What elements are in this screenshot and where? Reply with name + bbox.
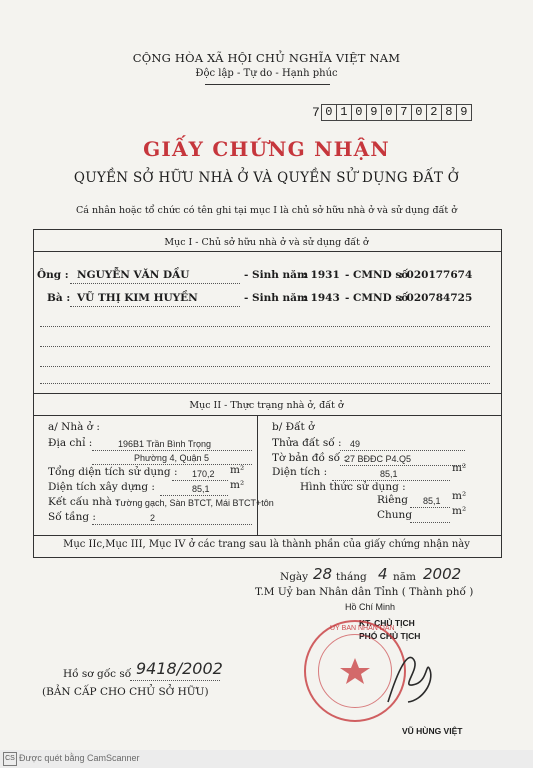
usage-label: Hình thức sử dụng : (300, 481, 406, 493)
owner2-prefix: Bà : (47, 292, 71, 304)
owner1-birth-label: - Sinh năm (244, 269, 309, 281)
private-unit: m² (452, 490, 467, 502)
owner1-birth-year: : 1931 (303, 269, 340, 281)
serial-digit: 2 (426, 104, 441, 121)
house-heading: a/ Nhà ở : (48, 421, 100, 433)
total-area-value: 170,2 (192, 469, 215, 479)
vice-title: PHÓ CHỦ TỊCH (359, 631, 421, 641)
signer-name: VŨ HÙNG VIỆT (402, 726, 463, 736)
structure-value: Tường gạch, Sàn BTCT, Mái BTCT+tôn (115, 498, 274, 508)
land-area-value: 85,1 (380, 469, 398, 479)
address-dots (92, 464, 252, 465)
private-dots (410, 507, 450, 508)
motto-underline (205, 84, 330, 85)
build-area-label: Diện tích xây dựng : (48, 481, 155, 493)
certificate-subtitle: QUYỀN SỞ HỮU NHÀ Ở VÀ QUYỀN SỬ DỤNG ĐẤT Ở (73, 170, 460, 186)
total-area-unit: m² (230, 464, 245, 476)
owner2-name: VŨ THỊ KIM HUYỀN (77, 292, 198, 304)
owner2-birth-year: : 1943 (303, 292, 340, 304)
land-area-unit: m² (452, 462, 467, 474)
section2-rule (33, 415, 502, 416)
map-value: 27 BĐĐC P4.Q5 (345, 454, 412, 464)
owner1-name: NGUYỄN VĂN DẦU (77, 269, 190, 281)
date-day: 28 (313, 565, 333, 583)
serial-digit: 9 (456, 104, 472, 121)
plot-label: Thửa đất số : (272, 437, 342, 449)
serial-digit: 8 (441, 104, 456, 121)
serial-digit: 0 (351, 104, 366, 121)
serial-digit: 0 (381, 104, 396, 121)
map-label: Tờ bản đồ số : (272, 452, 347, 464)
serial-digit: 1 (336, 104, 351, 121)
city: Hồ Chí Minh (345, 602, 396, 612)
serial-digit: 0 (321, 104, 336, 121)
section2-heading: Mục II - Thực trạng nhà ở, đất ở (189, 400, 344, 411)
house-address-line1: 196B1 Trần Bình Trọng (118, 439, 212, 449)
serial-number (312, 104, 472, 121)
owner1-id-label: - CMND số (345, 269, 409, 281)
section1-rule (33, 251, 502, 252)
structure-label: Kết cấu nhà : (48, 496, 119, 508)
owner2-id-label: - CMND số (345, 292, 409, 304)
floors-value: 2 (150, 513, 156, 523)
blank-line (40, 366, 490, 367)
date-month: 4 (378, 565, 388, 583)
total-area-dots (172, 480, 228, 481)
serial-digit: 7 (396, 104, 411, 121)
stamp-ring-text: UỶ BAN NHÂN DÂN (330, 625, 395, 632)
floors-label: Số tầng : (48, 511, 96, 523)
original-record-label: Hồ sơ gốc số (63, 668, 132, 680)
floors-dots (92, 524, 252, 525)
continuation-note: Mục IIc,Mục III, Mục IV ở các trang sau là thành phần của giấy chứng nhận này (63, 539, 470, 550)
date-year: 2002 (423, 565, 462, 583)
build-area-value: 85,1 (192, 484, 210, 494)
signature (368, 640, 448, 710)
certificate-title: GIẤY CHỨNG NHẬN (143, 137, 390, 161)
authority: T.M Uỷ ban Nhân dân Tỉnh ( Thành phố ) (255, 586, 474, 598)
house-address-line2: Phường 4, Quận 5 (134, 453, 209, 463)
owner2-birth-label: - Sinh năm (244, 292, 309, 304)
shared-dots (410, 522, 450, 523)
blank-line (40, 326, 490, 327)
date-year-label: năm (393, 571, 416, 583)
plot-dots (340, 450, 465, 451)
shared-label: Chung (377, 509, 413, 521)
land-heading: b/ Đất ở (272, 421, 315, 433)
republic-heading: CỘNG HÒA XÃ HỘI CHỦ NGHĨA VIỆT NAM (132, 51, 401, 65)
address-dots (92, 450, 252, 451)
blank-line (40, 346, 490, 347)
date-month-label: tháng (336, 571, 367, 583)
scanner-watermark: Được quét bằng CamScanner (19, 753, 140, 763)
section2-top-rule (33, 393, 502, 394)
land-area-label: Diện tích : (272, 466, 328, 478)
owner1-id-number: : 020177674 (399, 269, 473, 281)
map-dots (340, 465, 465, 466)
serial-digit: 0 (411, 104, 426, 121)
date-prefix: Ngày (280, 571, 309, 583)
section2-divider (257, 415, 258, 535)
serial-prefix: 7 (312, 105, 320, 120)
owner1-prefix: Ông : (37, 269, 69, 281)
issued-to-owner: (BẢN CẤP CHO CHỦ SỞ HỮU) (42, 686, 209, 698)
total-area-label: Tổng diện tích sử dụng : (48, 466, 178, 478)
build-area-unit: m² (230, 479, 245, 491)
build-area-dots (160, 495, 228, 496)
serial-digit: 9 (366, 104, 381, 121)
owner2-id-number: : 020784725 (399, 292, 473, 304)
original-record-number: 9418/2002 (136, 659, 223, 678)
section1-heading: Mục I - Chủ sở hữu nhà ở và sử dụng đất ở (164, 237, 369, 248)
certificate-intro: Cá nhân hoặc tổ chức có tên ghi tại mục I là chủ sở hữu nhà ở và sử dụng đất ở (76, 205, 457, 216)
kt-title: KT. CHỦ TỊCH (359, 618, 415, 628)
plot-value: 49 (350, 439, 361, 449)
blank-line (40, 383, 490, 384)
camscanner-icon: CS (3, 752, 17, 766)
owner2-dots (70, 306, 240, 307)
house-address-label: Địa chỉ : (48, 437, 93, 449)
note-rule (33, 535, 502, 536)
shared-unit: m² (452, 505, 467, 517)
original-record-dots (130, 680, 220, 681)
private-value: 85,1 (423, 496, 441, 506)
private-label: Riêng (377, 494, 408, 506)
owner1-dots (70, 283, 240, 284)
national-motto: Độc lập - Tự do - Hạnh phúc (195, 68, 338, 79)
